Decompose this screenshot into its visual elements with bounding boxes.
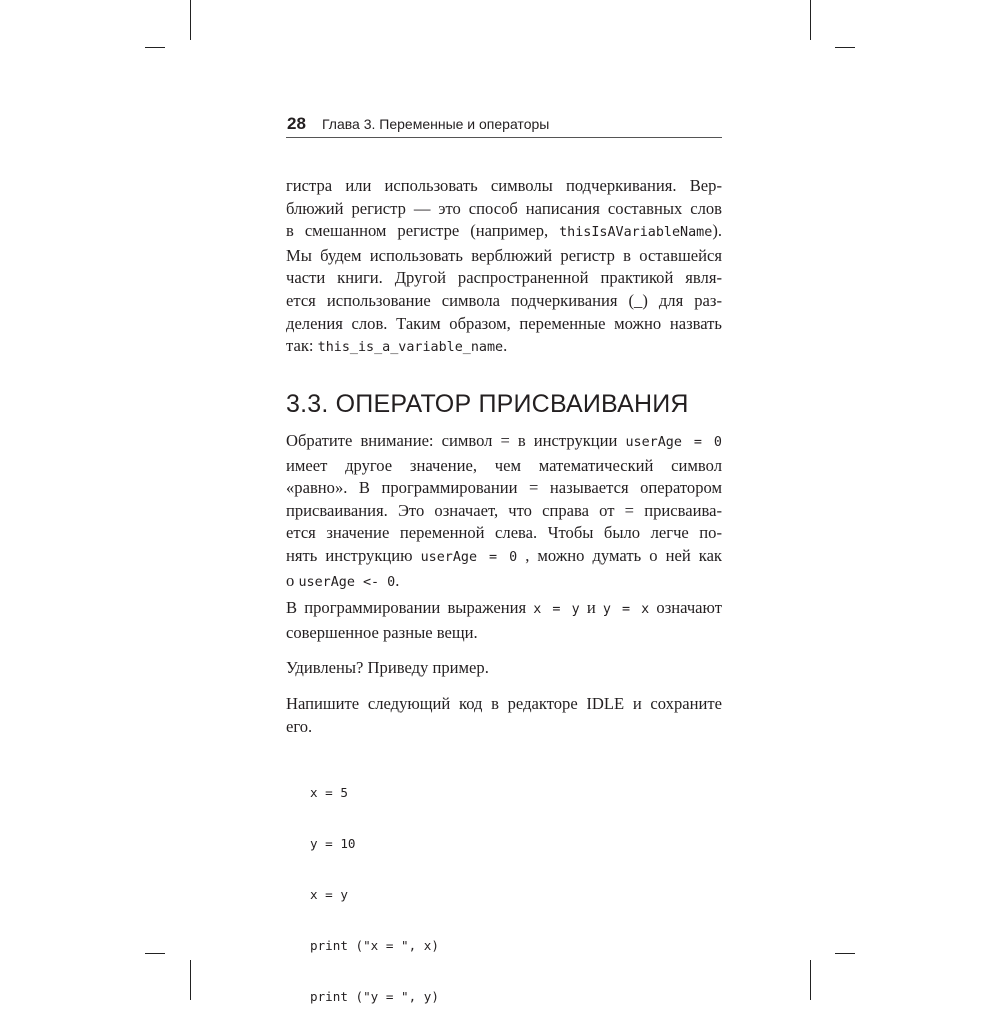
text-run: Удивлены? Приведу пример. bbox=[286, 658, 489, 677]
text-run: . bbox=[503, 336, 508, 356]
text-run: в смешанном регистре (например, bbox=[286, 221, 560, 241]
text-run: Напишите следующий код в редакторе IDLE и сохраните bbox=[286, 694, 722, 713]
text-line bbox=[286, 597, 722, 622]
text-run: В программировании выражения bbox=[286, 598, 534, 617]
text-run: о bbox=[286, 570, 299, 590]
text-line bbox=[286, 570, 722, 595]
text-run: его. bbox=[286, 716, 313, 736]
running-header bbox=[286, 112, 722, 138]
text-line bbox=[286, 290, 722, 313]
text-run: ). bbox=[712, 221, 722, 241]
page-number: 28 bbox=[287, 114, 306, 133]
text-line bbox=[286, 522, 722, 545]
paragraph bbox=[286, 693, 722, 738]
inline-code: userAge <- 0 bbox=[298, 574, 396, 590]
text-line bbox=[286, 622, 722, 645]
code-listing bbox=[310, 750, 439, 1022]
text-line bbox=[286, 220, 722, 245]
text-line bbox=[286, 198, 722, 221]
text-run: имеет другое значение, чем математический символ bbox=[286, 455, 722, 475]
text-run: ется значение переменной слева. Чтобы было легче по- bbox=[286, 523, 722, 543]
text-run: совершенное разные вещи. bbox=[286, 622, 478, 642]
text-run: гистра или использовать символы подчеркивания. Вер- bbox=[286, 176, 722, 195]
crop-mark bbox=[145, 953, 165, 954]
paragraph bbox=[286, 657, 722, 680]
text-line bbox=[286, 693, 722, 716]
text-run: ется использование символа подчеркивания (_) для раз- bbox=[286, 290, 722, 310]
code-line: print ("x = ", x) bbox=[310, 938, 439, 953]
text-line bbox=[286, 313, 722, 336]
code-line: x = 5 bbox=[310, 785, 348, 800]
inline-code: userAge = 0 bbox=[420, 549, 518, 565]
text-run: «равно». В программировании = называется оператором bbox=[286, 478, 722, 498]
text-line bbox=[286, 500, 722, 523]
crop-mark bbox=[190, 960, 191, 1000]
paragraph bbox=[286, 175, 722, 360]
inline-code: x = y bbox=[533, 602, 580, 617]
text-run: и bbox=[579, 598, 603, 617]
inline-code: userAge = 0 bbox=[625, 435, 722, 450]
inline-code: thisIsAVariableName bbox=[559, 225, 713, 241]
text-run: деления слов. Таким образом, переменные можно назвать bbox=[286, 313, 722, 333]
code-line: y = 10 bbox=[310, 836, 356, 851]
code-line: x = y bbox=[310, 887, 348, 902]
paragraph bbox=[286, 597, 722, 644]
text-line bbox=[286, 430, 722, 455]
text-run: так: bbox=[286, 336, 318, 356]
crop-mark bbox=[835, 47, 855, 48]
text-line bbox=[286, 245, 722, 268]
inline-code: this_is_a_variable_name bbox=[317, 340, 504, 356]
crop-mark bbox=[145, 47, 165, 48]
text-line bbox=[286, 477, 722, 500]
text-run: , можно думать о ней как bbox=[517, 545, 722, 565]
text-line bbox=[286, 455, 722, 478]
text-run: части книги. Другой распространенной практикой явля- bbox=[286, 268, 722, 288]
inline-code: y = x bbox=[602, 602, 650, 617]
crop-mark bbox=[810, 960, 811, 1000]
text-line bbox=[286, 545, 722, 570]
text-run: означают bbox=[649, 598, 722, 617]
paragraph bbox=[286, 430, 722, 594]
text-line bbox=[286, 175, 722, 198]
text-run: Мы будем использовать верблюжий регистр в оставшейся bbox=[286, 245, 722, 265]
text-run: нять инструкцию bbox=[286, 545, 421, 565]
text-run: присваивания. Это означает, что справа от = присваива- bbox=[286, 500, 722, 520]
text-run: . bbox=[395, 570, 400, 590]
text-run: Обратите внимание: символ = в инструкции bbox=[286, 431, 626, 450]
text-line bbox=[286, 335, 722, 360]
chapter-title: Глава 3. Переменные и операторы bbox=[322, 116, 550, 132]
text-line bbox=[286, 716, 722, 739]
text-line bbox=[286, 267, 722, 290]
crop-mark bbox=[810, 0, 811, 40]
text-line bbox=[286, 657, 722, 680]
code-line: print ("y = ", y) bbox=[310, 989, 439, 1004]
crop-mark bbox=[190, 0, 191, 40]
section-heading: 3.3. ОПЕРАТОР ПРИСВАИВАНИЯ bbox=[286, 390, 689, 418]
crop-mark bbox=[835, 953, 855, 954]
text-run: блюжий регистр — это способ написания составных слов bbox=[286, 198, 722, 218]
